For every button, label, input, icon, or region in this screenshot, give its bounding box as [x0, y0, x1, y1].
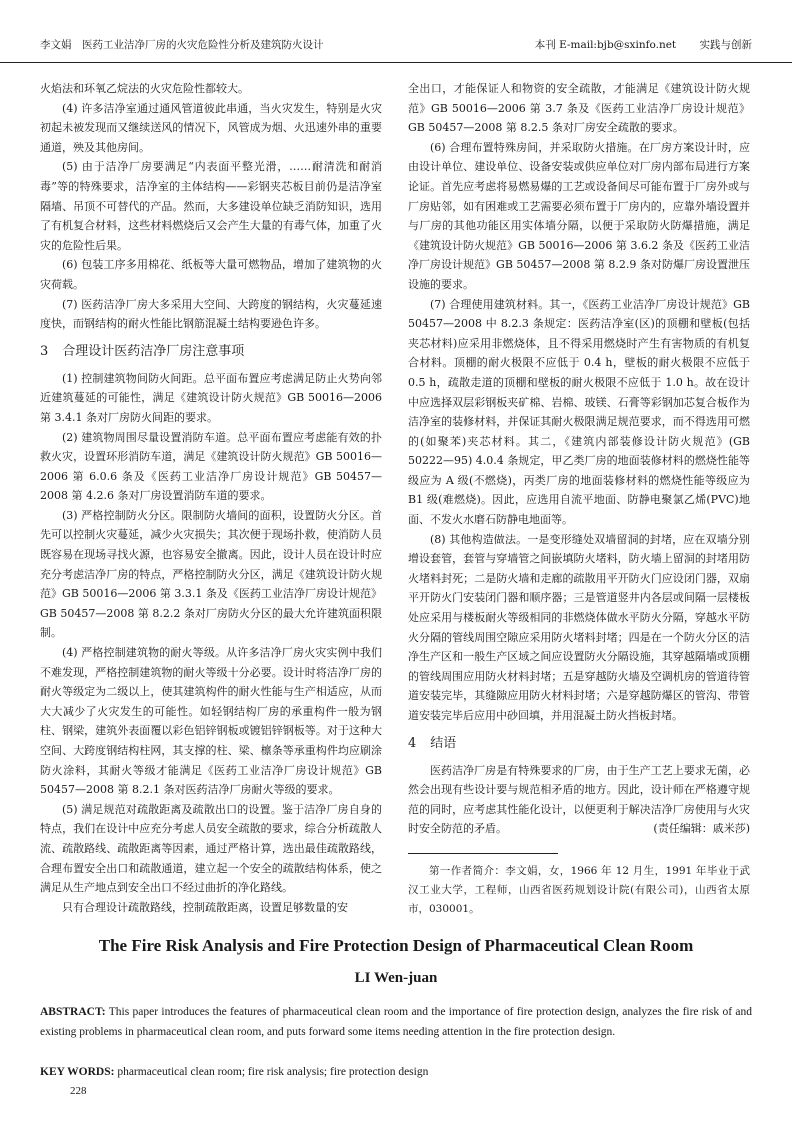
section-heading-3 [40, 341, 382, 363]
paragraph: (2) 建筑物周围尽量设置消防车道。总平面布置应考虑能有效的扑救火灾，设置环形消防车道，满足《建筑设计防火规范》GB 50016—2006 第 6.0.6 条及《医药工业洁净厂房设计规范》GB 50457—2008 第 4.2.6 条对厂房设置消防车道的要求。 [40, 430, 382, 503]
page-number: 228 [70, 1085, 87, 1097]
paragraph: (8) 其他构造做法。一是变形缝处双墙留洞的封堵，应在双墙分别增设套管，套管与穿墙管之间嵌填防火堵料，防火墙上留洞的封堵用防火堵料封死；二是防火墙和走廊的疏散用平开防火门应设闭门器，双扇平开防火门安装闭门器和顺序器；三是管道竖井内各层或间隔一层楼板处应采用与楼板耐火等级相同的非燃烧体做水平防火分隔，穿越水平防火分隔的管线周围空隙应采用防火堵料封堵；四是在一个防火分区的洁净生产区和一般生产区域之间应设置防火分隔设施，其穿越隔墙或顶棚的管线周围应用防火材料封堵；五是穿越防火墙及空调机房的管道待管道安装完毕，其缝隙应用防火材料封堵；六是穿越防爆区的管沟、带管道安装完毕后应用中砂回填，并用混凝土防火挡板封堵。 [408, 532, 750, 722]
abstract-label: ABSTRACT: [40, 1006, 106, 1018]
header-right [515, 37, 752, 52]
paragraph: (5) 由于洁净厂房要满足“内表面平整光滑，……耐清洗和耐消毒”等的特殊要求，洁净室的主体结构——彩钢夹芯板目前仍是洁净室隔墙、吊顶不可替代的产品。然而，大多建设单位缺乏消防知识，选用了有机复合材料，这些材料燃烧后又会产生大量的有毒气体，加重了火灾的危险性后果。 [40, 160, 382, 252]
conclusion-paragraph [408, 761, 750, 839]
paragraph: (6) 包装工序多用棉花、纸板等大量可燃物品，增加了建筑物的火灾荷载。 [40, 258, 382, 291]
header-article-title: 李文娟 医药工业洁净厂房的火灾危险性分析及建筑防火设计 [40, 39, 324, 51]
section-number: 4 [408, 735, 417, 751]
paragraph: (7) 合理使用建筑材料。其一，《医药工业洁净厂房设计规范》GB 50457—2008 中 8.2.3 条规定：医药洁净室(区)的顶棚和壁板(包括夹芯材料)应采用非燃烧体，且不得采用燃烧时产生有害物质的有机复合材料。顶棚的耐火极限不应低于 0.4 h，壁板的耐火极限不应低于 0.5 h，疏散走道的顶棚和壁板的耐火极限不应低于 1.0 h。故在设计中应选择双层彩钢板夹矿棉、岩棉、玻镁、石膏等彩钢加芯复合板作为洁净室的装修材料，并保证其耐火极限满足规范要求，而不得选用可燃的(如聚苯)夹芯材料。其二，《建筑内部装修设计防火规范》(GB 50222—95) 4.0.4 条规定，甲乙类厂房的地面装修材料的燃烧性能等级应为 A 级(不燃烧)，丙类厂房的地面装修材料的燃烧性能等级应为 B1 级(难燃烧)。因此，应选用自流平地面、防静电聚氯乙烯(PVC)地面、不发火水磨石防静电地面等。 [408, 297, 750, 527]
footnote-rule [408, 853, 558, 862]
paragraph: (7) 医药洁净厂房大多采用大空间、大跨度的钢结构，火灾蔓延速度快，而钢结构的耐火性能比钢筋混凝土结构要逊色许多。 [40, 297, 382, 331]
paragraph: (1) 控制建筑物间防火间距。总平面布置应考虑满足防止火势向邻近建筑蔓延的可能性，满足《建筑设计防火规范》GB 50016—2006 第 3.4.1 条对厂房防火间距的要求。 [40, 371, 382, 424]
paragraph: 火焰法和环氧乙烷法的火灾危险性都较大。 [40, 82, 249, 95]
paragraph: (4) 严格控制建筑物的耐火等级。从许多洁净厂房火灾实例中我们不难发现，严格控制建筑物的耐火等级十分必要。设计时将洁净厂房的耐火等级定为二级以上，使其建筑构件的耐火性能与生产相适应，从而大大减少了火灾发生的可能性。如轻钢结构厂房的承重构件一般为钢柱、钢梁，建筑外表面覆以彩色铝锌钢板或镀铝锌钢板等。对于这种大空间、大跨度钢结构柱网，其支撑的柱、梁、檩条等承重构件均应刷涂防火涂料，其耐火等级才能满足《医药工业洁净厂房设计规范》GB 50457—2008 第 8.2.1 条对医药洁净厂房耐火等级的要求。 [40, 646, 382, 797]
english-title: The Fire Risk Analysis and Fire Protection Design of Pharmaceutical Clean Room [98, 936, 694, 955]
right-column [408, 79, 750, 919]
paragraph: (4) 许多洁净室通过通风管道彼此串通，当火灾发生，特别是火灾初起未被发现而又继续送风的情况下，风管成为烟、火迅速外串的重要通道，殃及其他房间。 [40, 101, 382, 154]
keywords-text: pharmaceutical clean room; fire risk analysis; fire protection design [114, 1066, 429, 1078]
english-keywords [40, 1063, 752, 1082]
editor-note: (责任编辑：戚米莎) [653, 822, 750, 836]
author-footnote: 第一作者简介：李文娟，女，1966 年 12 月生，1991 年毕业于武汉工业大学，工程师，山西省医药规划设计院(有限公司)，山西省太原市，030001。 [408, 864, 750, 915]
section-heading-4 [408, 733, 750, 755]
english-author: LI Wen-juan [354, 970, 438, 986]
left-column [40, 79, 382, 917]
header-journal-email: 本刊 E-mail:bjb@sxinfo.net [534, 39, 677, 51]
english-abstract [40, 1003, 752, 1042]
section-number: 3 [40, 343, 49, 359]
keywords-label: KEY WORDS: [40, 1066, 115, 1078]
paragraph: (3) 严格控制防火分区。限制防火墙间的面积，设置防火分区。首先可以控制火灾蔓延，减少火灾损失；其次便于现场扑救，使消防人员既容易在现场寻找火源，也容易安全撤离。因此，设计人员在设计时应充分考虑洁净厂房的特点，严格控制防火分区，满足《建筑设计防火规范》GB 50016—2006 第 3.3.1 条及《医药工业洁净厂房设计规范》GB 50457—2008 第 8.2.2 条对厂房防火分区的最大允许建筑面积限制。 [40, 508, 382, 640]
paragraph: (6) 合理布置特殊房间，并采取防火措施。在厂房方案设计时，应由设计单位、建设单位、设备安装或供应单位对厂房内部布局进行方案论证。首先应考虑将易燃易爆的工艺或设备间尽可能布置于厂房外或与厂房贴邻，如有困难或工艺需要必须布置于厂房内的，应靠外墙设置并与厂房的其他功能区用实体墙分隔，以便于采取防火防爆措施，满足《建筑设计防火规范》GB 50016—2006 第 3.6.2 条及《医药工业洁净厂房设计规范》GB 50457—2008 第 8.2.9 条对防爆厂房设置泄压设施的要求。 [408, 140, 750, 291]
section-title: 合理设计医药洁净厂房注意事项 [62, 343, 245, 359]
abstract-text: This paper introduces the features of pharmaceutical clean room and the importance of fire protection design, analyzes the fire risk of and existing problems in pharmaceutical clean room, and puts forward some items needing attention in the fire protection design. [40, 1006, 752, 1038]
paragraph: (5) 满足规范对疏散距离及疏散出口的设置。鉴于洁净厂房自身的特点，我们在设计中应充分考虑人员安全疏散的要求，综合分析疏散人流、疏散路线、疏散距离等因素，通过严格计算，选出最佳疏散路线，合理布置安全出口和疏散通道，建立起一个安全的疏散结构体系，使之满足从生产地点到安全出口不经过曲折的净化路线。 [40, 802, 382, 895]
header-column-name: 实践与创新 [699, 39, 752, 51]
section-title: 结语 [430, 735, 457, 751]
paragraph: 全出口，才能保证人和物资的安全疏散，才能满足《建筑设计防火规范》GB 50016—2006 第 3.7 条及《医药工业洁净厂房设计规范》GB 50457—2008 第 8.2.5 条对厂房安全疏散的要求。 [408, 82, 750, 135]
running-header [0, 0, 792, 63]
conclusion-text: 医药洁净厂房是有特殊要求的厂房，由于生产工艺上要求无菌，必然会出现有些设计要与规范相矛盾的地方。因此，设计师在严格遵守规范的同时，应考虑其性能化设计，以便更利于解决洁净厂房使用与火灾时安全防范的矛盾。 [408, 763, 750, 836]
paragraph: 只有合理设计疏散路线，控制疏散距离，设置足够数量的安 [62, 900, 348, 914]
